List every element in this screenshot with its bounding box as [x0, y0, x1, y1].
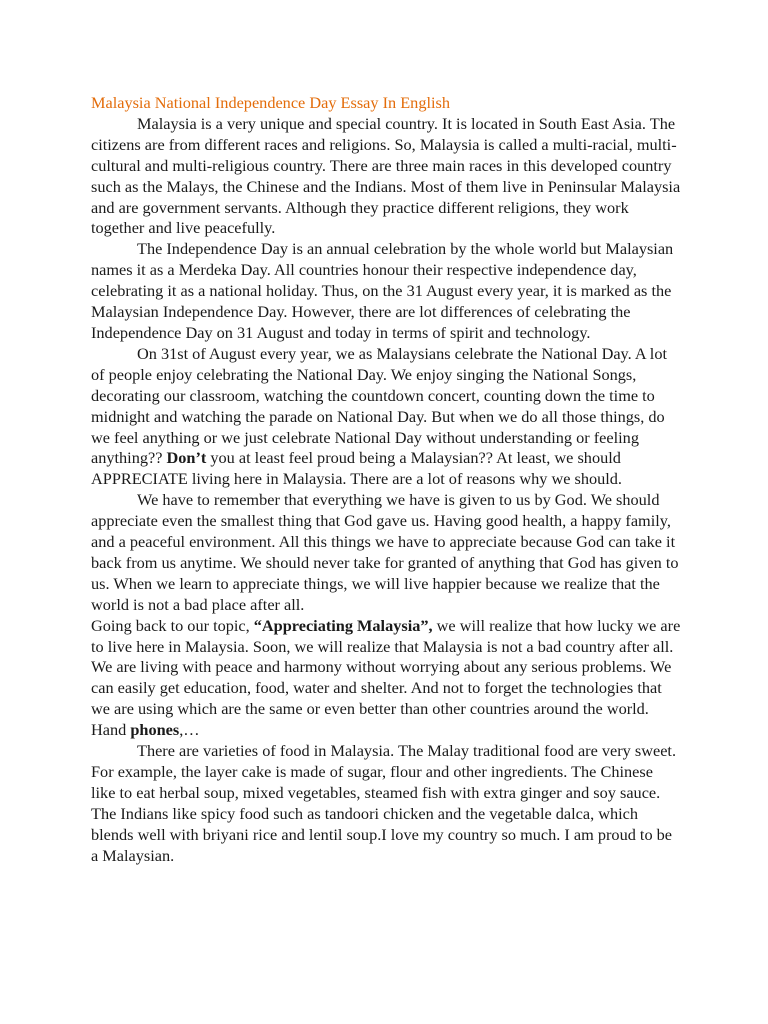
paragraph-appreciating-malaysia: [91, 616, 681, 741]
paragraph-food: There are varieties of food in Malaysia. The Malay traditional food are very sweet. For example, the layer cake is made of sugar, flour and other ingredients. The Chinese like to eat herbal soup, mixed vegetables, steamed fish with extra ginger and soy sauce. The Indians like spicy food such as tandoori chicken and the vegetable dalca, which blends well with briyani rice and lentil soup.I love my country so much. I am proud to be a Malaysian.: [91, 741, 677, 865]
paragraph-appreciating-text-1: Going back to our topic,: [91, 615, 254, 635]
paragraph-national-day-text-1: On 31st of August every year, we as Malaysians celebrate the National Day. A lot of people enjoy celebrating the National Day. We enjoy singing the National Songs, decorating our classroom, watching the countdown concert, counting down the time to midnight and watching the parade on National Day. But when we do all those things, do we feel anything or we just celebrate National Day without understanding or feeling anything??: [91, 343, 667, 468]
paragraph-appreciating-bold-phones: phones: [130, 720, 180, 740]
paragraph-appreciating-bold-topic: “Appreciating Malaysia”,: [253, 615, 433, 635]
paragraph-independence-day: The Independence Day is an annual celebration by the whole world but Malaysian names it as a Merdeka Day. All countries honour their respective independence day, celebrating it as a national holiday. Thus, on the 31 August every year, it is marked as the Malaysian Independence Day. However, there are lot differences of celebrating the Independence Day on 31 August and today in terms of spirit and technology.: [91, 239, 674, 342]
paragraph-intro: Malaysia is a very unique and special country. It is located in South East Asia. The citizens are from different races and religions. So, Malaysia is called a multi-racial, multi-cultural and multi-religious country. There are three main races in this developed country such as the Malays, the Chinese and the Indians. Most of them live in Peninsular Malaysia and are government servants. Although they practice different religions, they work together and live peacefully.: [91, 113, 681, 238]
essay-title: Malaysia National Independence Day Essay In English: [91, 93, 450, 112]
paragraph-national-day-text-2: you at least feel proud being a Malaysian?? At least, we should APPRECIATE living here in Malaysia. There are a lot of reasons why we should.: [91, 448, 622, 489]
paragraph-appreciate-god: We have to remember that everything we have is given to us by God. We should appreciate even the smallest thing that God gave us. Having good health, a happy family, and a peaceful environment. All this things we have to appreciate because God can take it back from us anytime. We should never take for granted of anything that God has given to us. When we learn to appreciate things, we will live happier because we realize that the world is not a bad place after all.: [91, 490, 679, 614]
paragraph-appreciating-text-3: ,…: [179, 720, 200, 740]
essay-page: [91, 93, 681, 867]
paragraph-national-day: [91, 344, 681, 490]
paragraph-national-day-bold: Don’t: [166, 448, 207, 468]
paragraph-appreciating-text-2: we will realize that how lucky we are to live here in Malaysia. Soon, we will realize that Malaysia is not a bad country after all. We are living with peace and harmony without worrying about any serious problems. We can easily get education, food, water and shelter. And not to forget the technologies that we are using which are the same or even better than other countries around the world. Hand: [91, 615, 681, 740]
